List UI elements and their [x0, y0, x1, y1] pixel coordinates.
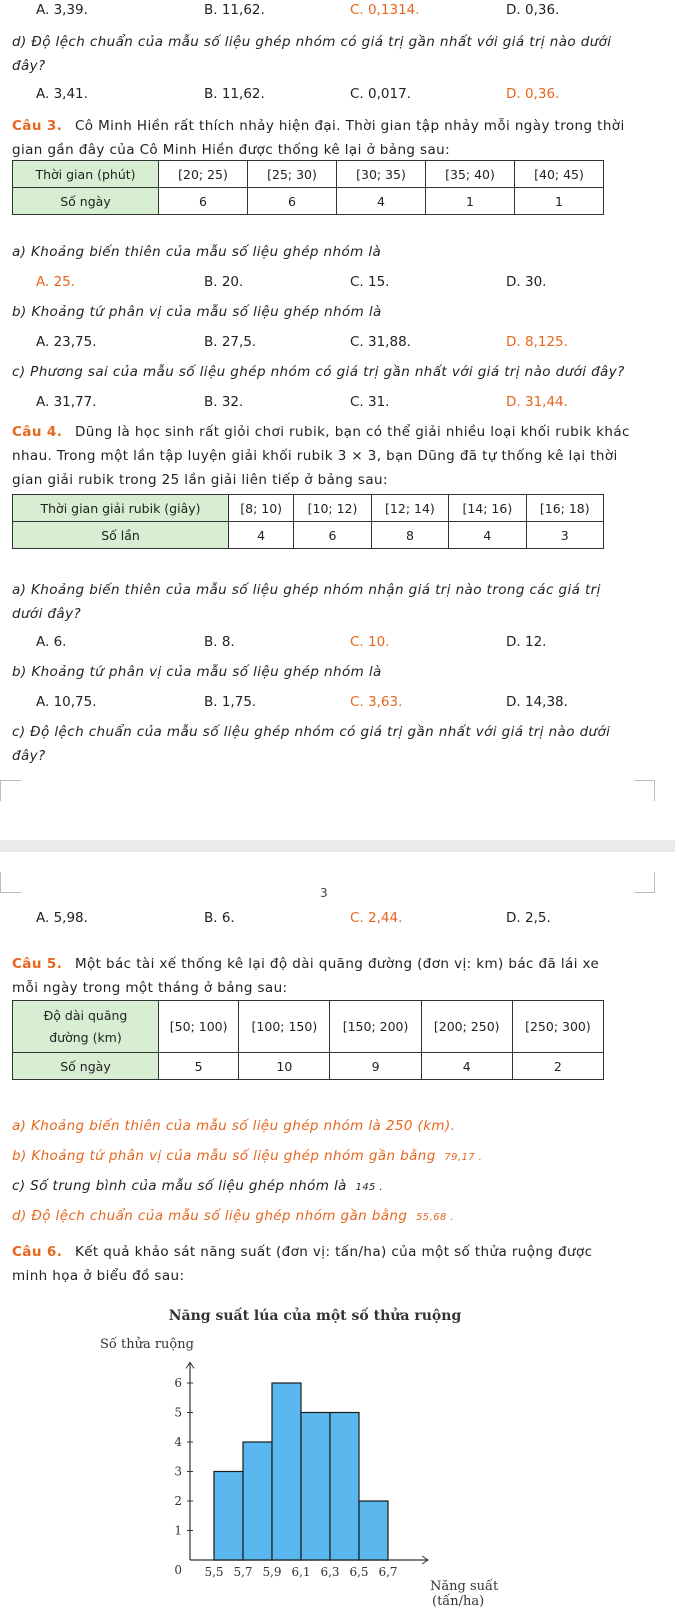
- option-b: B. 32.: [204, 394, 244, 410]
- option-a: A. 3,39.: [36, 2, 88, 18]
- row-label-line2: đường (km): [49, 1029, 122, 1045]
- x-tick-label: 5,7: [233, 1565, 253, 1579]
- chart-x-label-unit: (tấn/ha): [432, 1594, 485, 1609]
- q6-intro-line1: [12, 1244, 592, 1260]
- option-c: C. 15.: [350, 274, 390, 290]
- q2d-prompt-line2: đây?: [12, 58, 46, 74]
- option-b: B. 20.: [204, 274, 244, 290]
- table-cell: [12; 14): [371, 495, 448, 522]
- table-cell: [16; 18): [526, 495, 603, 522]
- q3c-prompt: c) Phương sai của mẫu số liệu ghép nhóm có giá trị gần nhất với giá trị nào dưới đây?: [12, 364, 625, 380]
- q4-label: Câu 4.: [12, 424, 63, 440]
- q4-intro-line2: nhau. Trong một lần tập luyện giải khối rubik 3 × 3, bạn Dũng đã tự thống kê lại thời: [12, 448, 618, 464]
- option-a: A. 5,98.: [36, 910, 88, 926]
- q3-text: Cô Minh Hiền rất thích nhảy hiện đại. Thời gian tập nhảy mỗi ngày trong thời: [74, 118, 625, 134]
- option-a: A. 10,75.: [36, 694, 97, 710]
- table-cell: 8: [371, 522, 448, 549]
- y-tick-label: 5: [174, 1405, 182, 1420]
- y-tick-label: 6: [174, 1376, 182, 1390]
- option-c: C. 0,1314.: [350, 2, 420, 18]
- option-d: D. 30.: [506, 274, 547, 290]
- table-row: [13, 188, 604, 215]
- q6-intro-line2: minh họa ở biểu đồ sau:: [12, 1268, 185, 1284]
- table-row-label: Số lần: [13, 522, 229, 549]
- q5-intro-line2: mỗi ngày trong một tháng ở bảng sau:: [12, 980, 288, 996]
- histogram-chart: [90, 1290, 530, 1610]
- option-d: D. 2,5.: [506, 910, 551, 926]
- table-cell: 5: [159, 1053, 239, 1080]
- q3-label: Câu 3.: [12, 118, 63, 134]
- option-a: A. 31,77.: [36, 394, 97, 410]
- page-corner-mark: [0, 872, 21, 893]
- table-cell: 4: [421, 1053, 512, 1080]
- q4-table: [12, 494, 604, 549]
- table-cell: [100; 150): [239, 1001, 330, 1053]
- x-tick-label: 6,7: [378, 1565, 398, 1579]
- y-tick-label: 2: [174, 1494, 182, 1508]
- option-d: D. 14,38.: [506, 694, 568, 710]
- option-c: C. 2,44.: [350, 910, 403, 926]
- option-b: B. 11,62.: [204, 2, 265, 18]
- option-d: D. 8,125.: [506, 334, 568, 350]
- option-a: A. 23,75.: [36, 334, 97, 350]
- table-row-label: Thời gian giải rubik (giây): [13, 495, 229, 522]
- q2d-prompt-line1: d) Độ lệch chuẩn của mẫu số liệu ghép nhóm có giá trị gần nhất với giá trị nào dưới: [12, 34, 612, 50]
- option-a: A. 25.: [36, 274, 76, 290]
- table-cell: [40; 45): [515, 161, 604, 188]
- table-cell: [30; 35): [337, 161, 426, 188]
- table-row-label: Số ngày: [13, 188, 159, 215]
- statement-value: 145 .: [355, 1182, 383, 1193]
- table-row-label: Thời gian (phút): [13, 161, 159, 188]
- q3a-prompt: a) Khoảng biến thiên của mẫu số liệu ghép nhóm là: [12, 244, 382, 260]
- histogram-bar: [243, 1442, 272, 1560]
- table-cell: 2: [512, 1053, 603, 1080]
- table-cell: [14; 16): [449, 495, 526, 522]
- q5-label: Câu 5.: [12, 956, 63, 972]
- q4c-prompt-line1: c) Độ lệch chuẩn của mẫu số liệu ghép nhóm có giá trị gần nhất với giá trị nào dưới: [12, 724, 611, 740]
- chart-title: Năng suất lúa của một số thửa ruộng: [168, 1308, 462, 1324]
- statement-text: c) Số trung bình của mẫu số liệu ghép nhóm là: [12, 1178, 347, 1194]
- histogram-bar: [214, 1472, 243, 1561]
- table-cell: 10: [239, 1053, 330, 1080]
- table-cell: [150; 200): [330, 1001, 421, 1053]
- table-cell: 4: [229, 522, 294, 549]
- q4-intro-line3: gian giải rubik trong 25 lần giải liên tiếp ở bảng sau:: [12, 472, 388, 488]
- option-c: C. 31,88.: [350, 334, 411, 350]
- q5-statement-d: [12, 1208, 454, 1224]
- x-tick-label: 5,9: [262, 1565, 282, 1579]
- histogram-bar: [330, 1413, 359, 1561]
- histogram-bar: [359, 1501, 388, 1560]
- q4b-prompt: b) Khoảng tứ phân vị của mẫu số liệu ghép nhóm là: [12, 664, 382, 680]
- table-row: [13, 1053, 604, 1080]
- q5-statement-b: [12, 1148, 482, 1164]
- q5-intro-line1: [12, 956, 599, 972]
- table-row: [13, 522, 604, 549]
- statement-text: b) Khoảng tứ phân vị của mẫu số liệu ghép nhóm gần bằng: [12, 1148, 436, 1164]
- table-cell: [250; 300): [512, 1001, 603, 1053]
- page-number: 3: [320, 886, 328, 900]
- option-d: D. 31,44.: [506, 394, 568, 410]
- table-cell: [50; 100): [159, 1001, 239, 1053]
- table-cell: [25; 30): [248, 161, 337, 188]
- option-b: B. 11,62.: [204, 86, 265, 102]
- x-tick-label: 6,3: [320, 1565, 340, 1579]
- table-cell: 9: [330, 1053, 421, 1080]
- y-tick-label: 0: [174, 1563, 182, 1577]
- q5-statement-a: a) Khoảng biến thiên của mẫu số liệu ghép nhóm là 250 (km).: [12, 1118, 456, 1134]
- x-tick-label: 5,5: [204, 1565, 224, 1579]
- x-tick-label: 6,1: [291, 1565, 311, 1579]
- q4-intro-line1: [12, 424, 630, 440]
- option-a: A. 3,41.: [36, 86, 88, 102]
- option-c: C. 3,63.: [350, 694, 403, 710]
- page-corner-mark: [634, 780, 655, 801]
- chart-y-label: Số thửa ruộng: [100, 1337, 194, 1352]
- table-row-label: Số ngày: [13, 1053, 159, 1080]
- statement-text: d) Độ lệch chuẩn của mẫu số liệu ghép nhóm gần bằng: [12, 1208, 408, 1224]
- table-cell: [10; 12): [294, 495, 371, 522]
- q4a-prompt-line1: a) Khoảng biến thiên của mẫu số liệu ghép nhóm nhận giá trị nào trong các giá trị: [12, 582, 601, 598]
- table-row: [13, 1001, 604, 1053]
- page-break: [0, 840, 675, 852]
- y-tick-label: 3: [174, 1464, 182, 1479]
- table-cell: 6: [159, 188, 248, 215]
- statement-value: 79,17 .: [444, 1152, 483, 1163]
- table-cell: 6: [248, 188, 337, 215]
- table-cell: 1: [515, 188, 604, 215]
- chart-plot-area: [174, 1362, 428, 1579]
- q3-intro-line2: gian gần đây của Cô Minh Hiền được thống kê lại ở bảng sau:: [12, 142, 451, 158]
- q3-intro-line1: [12, 118, 625, 134]
- option-d: D. 12.: [506, 634, 547, 650]
- table-cell: 4: [449, 522, 526, 549]
- q5-statement-c: [12, 1178, 383, 1194]
- option-d: D. 0,36.: [506, 2, 560, 18]
- row-label-line1: Độ dài quãng: [43, 1007, 128, 1023]
- table-cell: 6: [294, 522, 371, 549]
- q6-label: Câu 6.: [12, 1244, 63, 1260]
- option-b: B. 6.: [204, 910, 235, 926]
- q6-text: Kết quả khảo sát năng suất (đơn vị: tấn/ha) của một số thửa ruộng được: [74, 1244, 593, 1260]
- table-row: [13, 495, 604, 522]
- q5-table: [12, 1000, 604, 1080]
- option-b: B. 1,75.: [204, 694, 257, 710]
- page-corner-mark: [0, 780, 21, 801]
- option-d: D. 0,36.: [506, 86, 560, 102]
- table-cell: 4: [337, 188, 426, 215]
- y-tick-label: 4: [174, 1435, 182, 1449]
- q4a-prompt-line2: dưới đây?: [12, 606, 82, 622]
- option-b: B. 8.: [204, 634, 235, 650]
- table-row: [13, 161, 604, 188]
- option-c: C. 10.: [350, 634, 390, 650]
- option-c: C. 31.: [350, 394, 390, 410]
- x-tick-label: 6,5: [349, 1565, 369, 1579]
- table-cell: 1: [426, 188, 515, 215]
- y-tick-label: 1: [174, 1523, 182, 1538]
- q4-text: Dũng là học sinh rất giỏi chơi rubik, bạn có thể giải nhiều loại khối rubik khác: [74, 424, 630, 440]
- table-cell: [20; 25): [159, 161, 248, 188]
- table-cell: 3: [526, 522, 603, 549]
- q5-text: Một bác tài xế thống kê lại độ dài quãng đường (đơn vị: km) bác đã lái xe: [74, 956, 600, 972]
- table-cell: [35; 40): [426, 161, 515, 188]
- option-a: A. 6.: [36, 634, 67, 650]
- statement-value: 55,68 .: [416, 1212, 454, 1223]
- q3-table: [12, 160, 604, 215]
- histogram-bar: [301, 1413, 330, 1561]
- q3b-prompt: b) Khoảng tứ phân vị của mẫu số liệu ghép nhóm là: [12, 304, 382, 320]
- page-corner-mark: [634, 872, 655, 893]
- table-cell: [200; 250): [421, 1001, 512, 1053]
- chart-x-label: Năng suất: [430, 1579, 499, 1594]
- option-c: C. 0,017.: [350, 86, 411, 102]
- option-b: B. 27,5.: [204, 334, 257, 350]
- table-cell: [8; 10): [229, 495, 294, 522]
- table-row-label: [13, 1001, 159, 1053]
- histogram-bar: [272, 1383, 301, 1560]
- q4c-prompt-line2: đây?: [12, 748, 46, 764]
